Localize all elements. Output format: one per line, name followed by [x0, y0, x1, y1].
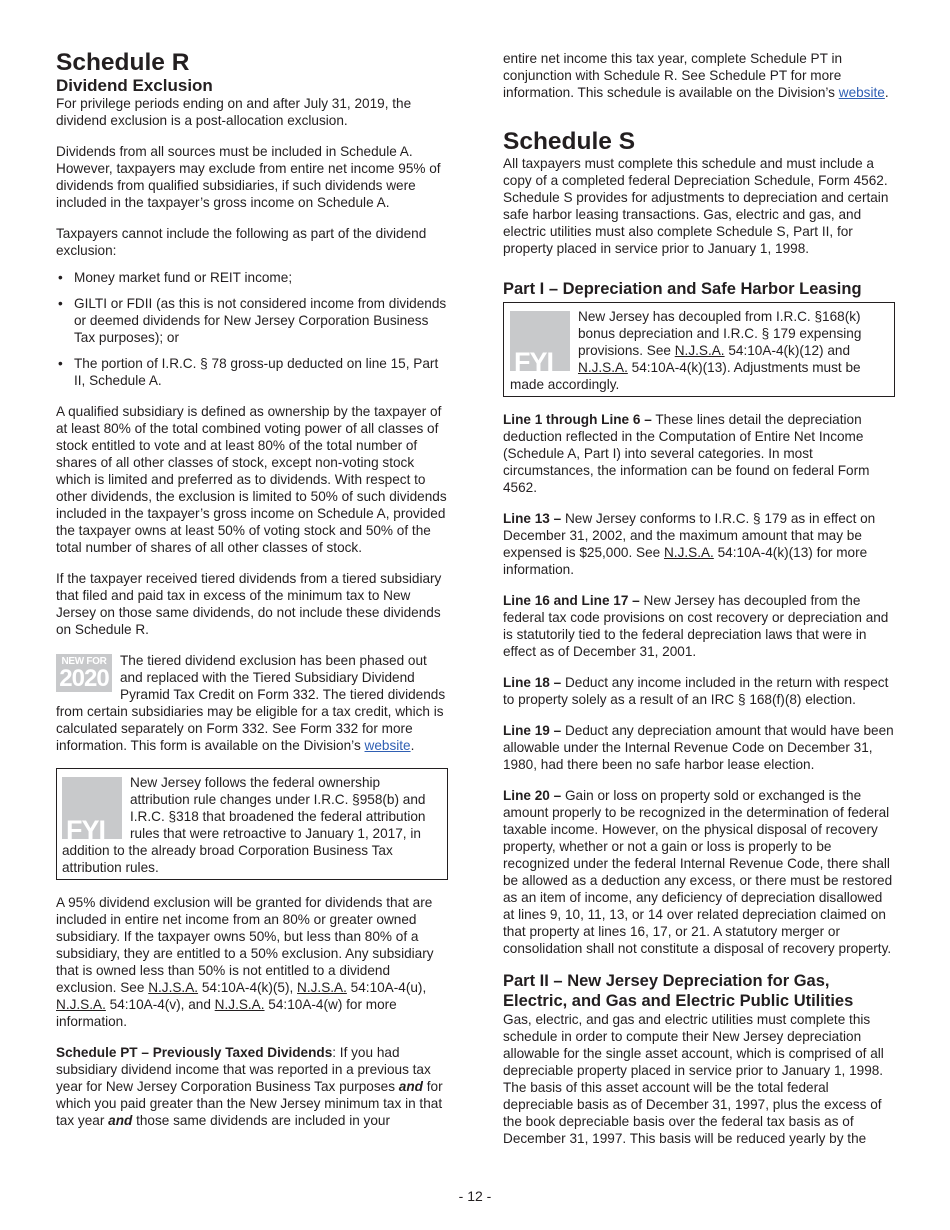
note-text: The tiered dividend exclusion has been phased out and replaced with the Tiered Subsidiary Dividend Pyramid Tax Credit on Form 332. The tiered dividends from certain subsidiaries may be eligible for a tax credit, which is calculated separately on Form 332. See Form 332 for more information. This form is available on the Division’s	[56, 653, 446, 753]
fyi-label: FYI	[66, 815, 106, 845]
paragraph: Dividends from all sources must be included in Schedule A. However, taxpayers may exclude from entire net income 95% of dividends from qualified subsidiaries, if such dividends were included in the taxpayer’s gross income on Schedule A.	[56, 144, 441, 210]
text: 54:10A-4(k)(5),	[198, 980, 298, 995]
punct: .	[884, 85, 889, 100]
paragraph: For privilege periods ending on and after July 31, 2019, the dividend exclusion is a post-allocation exclusion.	[56, 96, 412, 128]
schedule-r-title: Schedule R	[56, 49, 190, 76]
text: New Jersey has decoupled from I.R.C. §168(k) bonus depreciation and I.R.C. § 179 expensing provisions. See	[578, 309, 862, 358]
statute-ref: N.J.S.A.	[578, 360, 628, 375]
text: 54:10A-4(k)(13) for more information.	[503, 545, 868, 577]
paragraph	[503, 722, 895, 773]
paragraph	[56, 894, 448, 1030]
text: 54:10A-4(w) for more information.	[56, 997, 397, 1029]
statute-ref: N.J.S.A.	[674, 343, 725, 358]
paragraph: All taxpayers must complete this schedule and must include a copy of a completed federal Depreciation Schedule, Form 4562. Schedule S provides for adjustments to depreciation and certain safe harbor leasing transactions. Gas, electric and gas, and electric utilities must also complete Schedule S, Part II, for property placed in service prior to January 1, 1998.	[503, 156, 889, 256]
paragraph	[503, 592, 895, 660]
part-1-heading: Part I – Depreciation and Safe Harbor Leasing	[503, 280, 862, 298]
paragraph	[503, 787, 895, 957]
list-item: • Money market fund or REIT income;	[56, 269, 448, 286]
text: 54:10A-4(k)(12) and	[724, 343, 851, 358]
line-heading: Line 19 –	[503, 723, 562, 738]
paragraph	[503, 50, 895, 101]
text: : If you had subsidiary dividend income that was reported in a previous tax year for New Jersey Corporation Business Tax purposes	[56, 1045, 431, 1094]
statute-ref: N.J.S.A.	[214, 997, 265, 1012]
page-number: - 12 -	[458, 1188, 492, 1204]
list-item: • The portion of I.R.C. § 78 gross-up deducted on line 15, Part II, Schedule A.	[56, 355, 448, 389]
website-link[interactable]: website	[838, 85, 885, 100]
exclusion-list	[56, 269, 448, 389]
schedule-s-title: Schedule S	[503, 128, 636, 155]
statute-ref: N.J.S.A.	[663, 545, 714, 560]
text: 54:10A-4(k)(13). Adjustments must be made accordingly.	[510, 360, 861, 392]
text: New Jersey has decoupled from the federal tax code provisions on cost recovery or depreciation and is statutorily tied to the federal depreciation laws that were in effect as of December 31, 2001.	[503, 593, 889, 659]
fyi-badge-icon	[62, 777, 122, 845]
new-for-2020-badge-icon	[56, 654, 112, 692]
fyi-label: FYI	[514, 347, 554, 377]
punct: .	[410, 738, 415, 753]
text: 54:10A-4(u),	[346, 980, 427, 995]
part-2-heading: Part II – New Jersey Depreciation for Gas, Electric, and Gas and Electric Public Utilities	[503, 972, 854, 1010]
new-for-2020-note	[56, 652, 448, 754]
paragraph: Gas, electric, and gas and electric utilities must complete this schedule in order to compute their New Jersey depreciation allowable for the single asset account, which is comprised of all depreciable property placed in service prior to January 1, 1998. The basis of this asset account will be the total federal depreciable basis as of December 31, 1997, plus the excess of the book depreciable basis over the federal tax basis as of December 31, 1997. This basis will be reduced yearly by the	[503, 1012, 884, 1146]
paragraph: If the taxpayer received tiered dividends from a tiered subsidiary that filed and paid tax in excess of the minimum tax to New Jersey on those same dividends, do not include these dividends on Schedule R.	[56, 571, 442, 637]
text: those same dividends are included in your	[132, 1113, 390, 1128]
paragraph	[503, 411, 895, 496]
line-heading: Line 18 –	[503, 675, 562, 690]
right-column	[503, 50, 895, 1161]
paragraph: A qualified subsidiary is defined as ownership by the taxpayer of at least 80% of the total combined voting power of all classes of stock entitled to vote and at least 80% of the total number of shares of all other classes of stock, except non-voting stock which is limited and preferred as to dividends. With respect to other dividends, the exclusion is limited to 50% of such dividends included in the taxpayer’s gross income on Schedule A, provided the taxpayer owns at least 50% of voting stock and 50% of the total number of shares of all other classes of stock.	[56, 404, 447, 555]
statute-ref: N.J.S.A.	[56, 997, 106, 1012]
text: 54:10A-4(v), and	[105, 997, 215, 1012]
paragraph	[503, 674, 895, 708]
line-heading: Line 20 –	[503, 788, 562, 803]
fyi-box	[503, 302, 895, 397]
badge-year: 2020	[59, 665, 109, 692]
emphasis: and	[108, 1113, 133, 1128]
dividend-exclusion-subtitle: Dividend Exclusion	[56, 76, 213, 95]
line-heading: Line 1 through Line 6 –	[503, 412, 652, 427]
schedule-pt-heading: Schedule PT – Previously Taxed Dividends	[56, 1045, 333, 1060]
text: New Jersey conforms to I.R.C. § 179 as in effect on December 31, 2002, and the maximum amount that may be expensed is $25,000. See	[503, 511, 876, 560]
text: for which you paid greater than the New Jersey minimum tax in that tax year	[56, 1079, 443, 1128]
text: Deduct any income included in the return with respect to property solely as a result of an IRC § 168(f)(8) election.	[503, 675, 889, 707]
badge-line: NEW FOR	[61, 656, 107, 667]
line-heading: Line 16 and Line 17 –	[503, 593, 640, 608]
list-item: • GILTI or FDII (as this is not considered income from dividends or deemed dividends for New Jersey Corporation Business Tax purposes); or	[56, 295, 448, 346]
emphasis: and	[398, 1079, 423, 1094]
statute-ref: N.J.S.A.	[297, 980, 347, 995]
text: Gain or loss on property sold or exchanged is the amount properly to be recognized in the determination of federal taxable income. However, on the physical disposal of recovery property, whether or not a gain or loss is properly to be recognized under the federal Internal Revenue Code, there shall be allowed as a deduction any excess, or there must be restored as an item of income, any deficiency of depreciation disallowed at lines 9, 10, 11, 13, or 14 over related depreciation claimed on that property at lines 16, 17, or 21. A statutory merger or consolidation shall not constitute a disposal of recovery property.	[503, 788, 893, 956]
fyi-text: New Jersey follows the federal ownership attribution rule changes under I.R.C. §958(b) and I.R.C. §318 that broadened the federal attribution rules that were retroactive to January 1, 2017, in addition to the already broad Corporation Business Tax attribution rules.	[62, 775, 426, 875]
paragraph	[56, 1044, 448, 1129]
website-link[interactable]: website	[364, 738, 411, 753]
statute-ref: N.J.S.A.	[148, 980, 199, 995]
paragraph: Taxpayers cannot include the following as part of the dividend exclusion:	[56, 226, 427, 258]
text: A 95% dividend exclusion will be granted for dividends that are included in entire net income from an 80% or greater owned subsidiary. If the taxpayer owns 50%, but less than 80% of a subsidiary, they are entitled to a 50% exclusion. Any subsidiary that is owned less than 50% is not entitled to a dividend exclusion. See	[56, 895, 434, 995]
fyi-badge-icon	[510, 311, 570, 377]
text: entire net income this tax year, complete Schedule PT in conjunction with Schedule R. See Schedule PT for more information. This schedule is available on the Division’s	[503, 51, 843, 100]
fyi-box	[56, 768, 448, 880]
left-column	[56, 50, 448, 1143]
text: Deduct any depreciation amount that would have been allowable under the Internal Revenue Code on December 31, 1980, had there been no safe harbor lease election.	[503, 723, 894, 772]
paragraph	[503, 510, 895, 578]
text: These lines detail the depreciation deduction reflected in the Computation of Entire Net Income (Schedule A, Part I) into several categories. In most circumstances, the information can be found on federal Form 4562.	[503, 412, 870, 495]
line-heading: Line 13 –	[503, 511, 562, 526]
